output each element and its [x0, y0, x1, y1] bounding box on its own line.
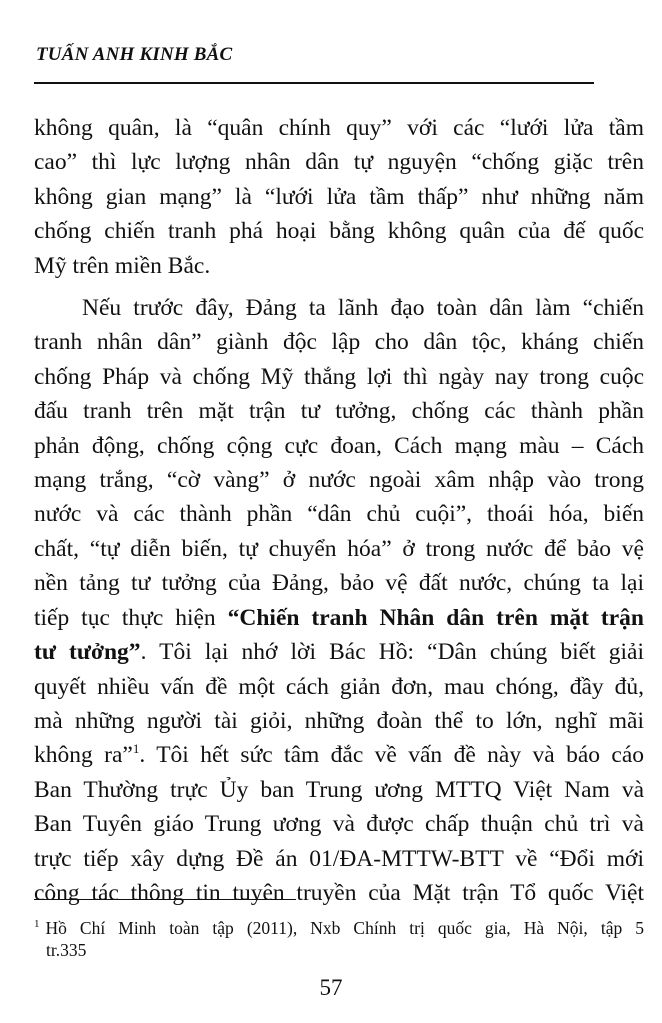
text-line: Nếu trước đây, Đảng ta lãnh đạo toàn dân làm “chiến [82, 295, 644, 322]
text-line: Mỹ trên miền Bắc. [34, 252, 211, 279]
text-run: không ra” [34, 742, 133, 769]
text-line: chống Pháp và chống Mỹ thắng lợi thì ngày nay trong cuộc [34, 363, 644, 390]
text-line: trực tiếp xây dựng Đề án 01/ĐA-MTTW-BTT về “Đổi mới [34, 845, 644, 872]
text-line: Ban Tuyên giáo Trung ương và được chấp thuận chủ trì và [34, 811, 644, 838]
text-run: . Tôi hết sức tâm đắc về vấn đề này và báo cáo [139, 742, 645, 769]
footnote-line: tr.335 [46, 940, 87, 960]
text-line [34, 738, 644, 772]
body-text [34, 111, 644, 910]
text-line: mạng trắng, “cờ vàng” ở nước ngoài xâm nhập vào trong [34, 467, 644, 494]
header-rule [34, 82, 594, 84]
text-line: nước và các thành phần “dân chủ cuội”, thoái hóa, biến [34, 501, 644, 528]
bold-phrase: tư tưởng” [34, 639, 141, 666]
footnote-rule [34, 899, 296, 900]
footnote-marker: 1 [34, 918, 40, 931]
text-line: chống chiến tranh phá hoại bằng không quân của đế quốc [34, 218, 644, 245]
text-line: không gian mạng” là “lưới lửa tầm thấp” như những năm [34, 183, 644, 210]
text-run: tiếp tục thực hiện [34, 604, 228, 631]
footnote [34, 917, 644, 961]
text-line: Ban Thường trực Ủy ban Trung ương MTTQ Việt Nam và [34, 776, 644, 803]
bold-phrase: “Chiến tranh Nhân dân trên mặt trận [227, 604, 645, 631]
footnote-line [34, 917, 644, 939]
text-line: phản động, chống cộng cực đoan, Cách mạng màu – Cách [34, 432, 644, 459]
text-line [34, 635, 644, 669]
text-line: đấu tranh trên mặt trận tư tưởng, chống các thành phần [34, 398, 644, 425]
text-line: mà những người tài giỏi, những đoàn thể to lớn, nghĩ mãi [34, 707, 644, 734]
text-line: quyết nhiều vấn đề một cách giản đơn, mau chóng, đầy đủ, [34, 673, 644, 700]
footnote-text: Hồ Chí Minh toàn tập (2011), Nxb Chính trị quốc gia, Hà Nội, tập 5 [45, 918, 644, 938]
page-number: 57 [319, 975, 343, 1000]
text-line: tranh nhân dân” giành độc lập cho dân tộc, kháng chiến [34, 329, 644, 356]
footnote-reference[interactable]: 1 [132, 741, 140, 757]
running-header: TUẤN ANH KINH BẮC [36, 44, 233, 65]
text-line [34, 601, 644, 635]
text-line: cao” thì lực lượng nhân dân tự nguyện “chống giặc trên [34, 149, 644, 176]
text-line: không quân, là “quân chính quy” với các “lưới lửa tầm [34, 115, 644, 141]
text-line: công tác thông tin tuyên truyền của Mặt trận Tổ quốc Việt [34, 879, 644, 906]
text-line: chất, “tự diễn biến, tự chuyển hóa” ở trong nước để bảo vệ [34, 535, 644, 562]
text-line: nền tảng tư tưởng của Đảng, bảo vệ đất nước, chúng ta lại [34, 570, 644, 597]
text-run: . Tôi lại nhớ lời Bác Hồ: “Dân chúng biết giải [140, 639, 644, 666]
